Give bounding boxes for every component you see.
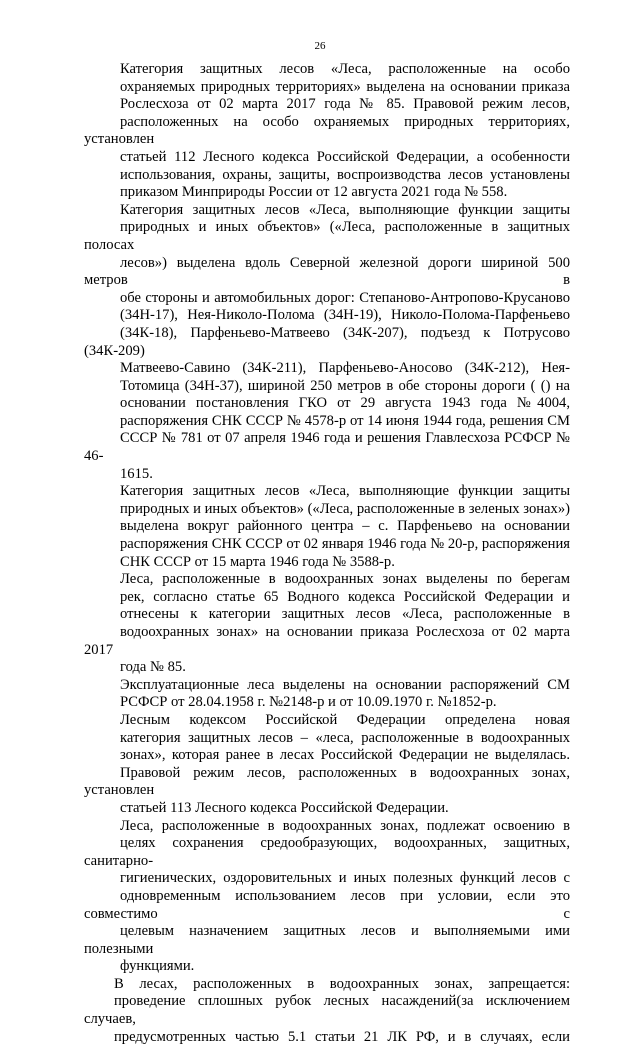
- paragraph-line: Леса, расположенные в водоохранных зонах выделены по берегам: [120, 571, 570, 588]
- paragraph-line: (34К-18), Парфеньево-Матвеево (34К-207), подъезд к Потрусово (34К-209): [84, 324, 570, 359]
- paragraph-line: Рослесхоза от 02 марта 2017 года № 85. Правовой режим лесов,: [120, 96, 570, 113]
- paragraph-line: Категория защитных лесов «Леса, расположенные на особо: [120, 61, 570, 77]
- paragraph-line: года № 85.: [120, 659, 186, 676]
- paragraph: [84, 712, 570, 818]
- paragraph-line: (34Н-17), Нея-Николо-Полома (34Н-19), Николо-Полома-Парфеньево: [120, 307, 570, 324]
- paragraph: [84, 61, 570, 202]
- paragraph: [84, 483, 570, 571]
- paragraph-line: Категория защитных лесов «Леса, выполняющие функции защиты: [120, 201, 570, 218]
- paragraph-line: Правовой режим лесов, расположенных в водоохранных зонах, установлен: [84, 764, 570, 799]
- paragraph-line: основании постановления ГКО от 29 августа 1943 года №4004,: [120, 395, 570, 412]
- paragraph: [84, 818, 570, 976]
- paragraph-line: Категория защитных лесов «Леса, выполняющие функции защиты: [120, 483, 570, 500]
- paragraph-line: проведение сплошных рубок лесных насаждений(за исключением случаев,: [84, 993, 570, 1028]
- paragraph-line: РСФСР от 28.04.1958 г. №2148-р и от 10.09.1970 г. №1852-р.: [120, 694, 497, 711]
- paragraph: [84, 202, 570, 484]
- paragraph-line: выделена вокруг районного центра – с. Парфеньево на основании: [120, 518, 570, 535]
- paragraph-line: целях сохранения средообразующих, водоохранных, защитных, санитарно-: [84, 835, 570, 869]
- paragraph-line: водоохранных зонах» на основании приказа Рослесхоза от 02 марта 2017: [84, 624, 570, 658]
- paragraph-line: природных и иных объектов» («Леса, расположенные в зеленых зонах»): [120, 500, 570, 517]
- paragraph-line: Эксплуатационные леса выделены на основании распоряжений СМ: [120, 676, 570, 693]
- paragraph-line: гигиенических, оздоровительных и иных полезных функций лесов с: [120, 870, 570, 887]
- paragraph-line: охраняемых природных территориях» выделена на основании приказа: [120, 78, 570, 95]
- page-number: 26: [314, 40, 326, 52]
- paragraph-line: приказом Минприроды России от 12 августа 2021 года № 558.: [120, 184, 508, 201]
- paragraph: [84, 677, 570, 712]
- paragraph-line: В лесах, расположенных в водоохранных зонах, запрещается:: [114, 975, 570, 992]
- paragraph-line: 1615.: [120, 465, 153, 482]
- paragraph-line: лесов») выделена вдоль Северной железной дороги шириной 500 метров в: [84, 254, 570, 289]
- paragraph-line: обе стороны и автомобильных дорог: Степаново-Антропово-Крусаново: [120, 289, 570, 306]
- document-body: [84, 61, 570, 1046]
- paragraph-line: категория защитных лесов – «леса, расположенные в водоохранных: [120, 729, 570, 746]
- paragraph-line: Матвеево-Савино (34К-211), Парфеньево-Аносово (34К-212), Нея-: [120, 360, 570, 377]
- paragraph-line: Лесным кодексом Российской Федерации определена новая: [120, 711, 570, 728]
- paragraph: [84, 976, 570, 1046]
- paragraph: [84, 571, 570, 677]
- paragraph-line: целевым назначением защитных лесов и выполняемыми ими полезными: [84, 923, 570, 957]
- paragraph-line: рек, согласно статье 65 Водного кодекса Российской Федерации и: [120, 588, 570, 605]
- paragraph-line: отнесены к категории защитных лесов «Леса, расположенные в: [120, 606, 570, 623]
- paragraph-line: СССР № 781 от 07 апреля 1946 года и решения Главлесхоза РСФСР № 46-: [84, 430, 570, 465]
- paragraph-line: распоряжения СНК СССР № 4578-р от 14 июня 1944 года, решения СМ: [120, 412, 570, 429]
- paragraph-line: расположенных на особо охраняемых природных территориях, установлен: [84, 113, 570, 148]
- paragraph-line: одновременным использованием лесов при условии, если это совместимо с: [84, 887, 570, 922]
- paragraph-line: предусмотренных частью 5.1 статьи 21 ЛК РФ, и в случаях, если: [114, 1028, 570, 1045]
- paragraph-line: Тотомица (34Н-37), шириной 250 метров в обе стороны дороги ( () на: [120, 377, 570, 394]
- paragraph-line: Леса, расположенные в водоохранных зонах, подлежат освоению в: [120, 817, 570, 834]
- paragraph-line: природных и иных объектов» («Леса, расположенные в защитных полосах: [84, 219, 570, 253]
- paragraph-line: использования, охраны, защиты, воспроизводства лесов установлены: [120, 166, 570, 183]
- paragraph-line: зонах», которая ранее в лесах Российской Федерации не выделялась.: [120, 747, 570, 764]
- paragraph-line: распоряжения СНК СССР от 02 января 1946 года № 20-р, распоряжения: [120, 536, 570, 553]
- paragraph-line: статьей 113 Лесного кодекса Российской Федерации.: [120, 799, 449, 816]
- paragraph-line: функциями.: [120, 958, 195, 975]
- paragraph-line: СНК СССР от 15 марта 1946 года № 3588-р.: [120, 553, 395, 570]
- paragraph-line: статьей 112 Лесного кодекса Российской Федерации, а особенности: [120, 148, 570, 165]
